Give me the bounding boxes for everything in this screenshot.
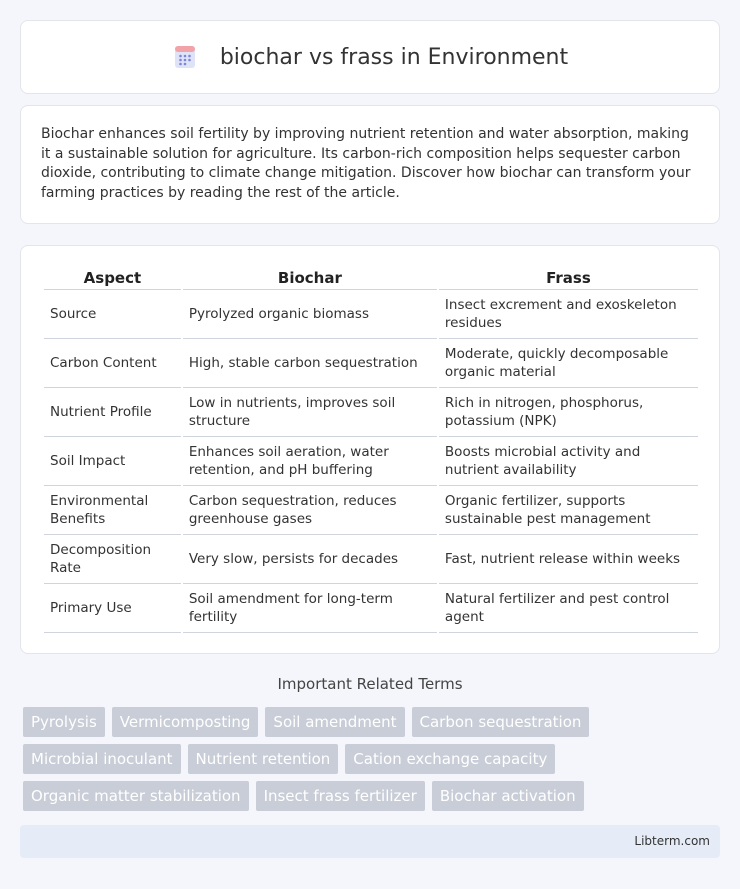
header-frass: Frass xyxy=(439,266,698,290)
table-row xyxy=(44,535,698,584)
cell-frass: Rich in nitrogen, phosphorus, potassium (NPK) xyxy=(439,388,698,437)
table-header-row xyxy=(44,266,698,290)
footer-site-link[interactable]: Libterm.com xyxy=(634,834,710,848)
cell-aspect: Source xyxy=(44,290,181,339)
cell-aspect: Primary Use xyxy=(44,584,181,633)
tag-nutrient-retention[interactable]: Nutrient retention xyxy=(188,744,339,774)
tag-microbial-inoculant[interactable]: Microbial inoculant xyxy=(23,744,181,774)
title-card xyxy=(20,20,720,94)
table-row xyxy=(44,486,698,535)
tag-biochar-activation[interactable]: Biochar activation xyxy=(432,781,584,811)
cell-frass: Organic fertilizer, supports sustainable pest management xyxy=(439,486,698,535)
cell-biochar: Soil amendment for long-term fertility xyxy=(183,584,437,633)
intro-card xyxy=(20,105,720,224)
tag-soil-amendment[interactable]: Soil amendment xyxy=(265,707,404,737)
cell-aspect: Carbon Content xyxy=(44,339,181,388)
header-aspect: Aspect xyxy=(44,266,181,290)
comparison-table xyxy=(42,266,700,633)
cell-biochar: High, stable carbon sequestration xyxy=(183,339,437,388)
document-icon xyxy=(172,44,198,70)
tag-cation-exchange-capacity[interactable]: Cation exchange capacity xyxy=(345,744,555,774)
tag-row xyxy=(23,707,723,737)
header-biochar: Biochar xyxy=(183,266,437,290)
related-terms-title: Important Related Terms xyxy=(277,675,463,693)
cell-aspect: Decomposition Rate xyxy=(44,535,181,584)
cell-biochar: Low in nutrients, improves soil structure xyxy=(183,388,437,437)
intro-text: Biochar enhances soil fertility by improving nutrient retention and water absorption, making it a sustainable solution for agriculture. Its carbon-rich composition helps sequester carbon dioxide, contributing to climate change mitigation. Discover how biochar can transform your farming practices by reading the rest of the article. xyxy=(41,126,691,201)
tag-pyrolysis[interactable]: Pyrolysis xyxy=(23,707,105,737)
cell-biochar: Enhances soil aeration, water retention, and pH buffering xyxy=(183,437,437,486)
footer xyxy=(20,825,720,858)
cell-aspect: Environmental Benefits xyxy=(44,486,181,535)
page-title: biochar vs frass in Environment xyxy=(219,44,569,70)
cell-aspect: Soil Impact xyxy=(44,437,181,486)
table-row xyxy=(44,339,698,388)
tag-insect-frass-fertilizer[interactable]: Insect frass fertilizer xyxy=(256,781,425,811)
cell-frass: Fast, nutrient release within weeks xyxy=(439,535,698,584)
tag-row xyxy=(23,781,723,811)
cell-biochar: Carbon sequestration, reduces greenhouse gases xyxy=(183,486,437,535)
cell-biochar: Pyrolyzed organic biomass xyxy=(183,290,437,339)
table-row xyxy=(44,290,698,339)
cell-aspect: Nutrient Profile xyxy=(44,388,181,437)
comparison-card xyxy=(20,245,720,654)
tag-row xyxy=(23,744,723,774)
cell-frass: Moderate, quickly decomposable organic material xyxy=(439,339,698,388)
tag-vermicomposting[interactable]: Vermicomposting xyxy=(112,707,259,737)
cell-frass: Insect excrement and exoskeleton residues xyxy=(439,290,698,339)
table-row xyxy=(44,437,698,486)
cell-frass: Boosts microbial activity and nutrient availability xyxy=(439,437,698,486)
tag-organic-matter-stabilization[interactable]: Organic matter stabilization xyxy=(23,781,249,811)
related-terms xyxy=(23,707,723,818)
table-row xyxy=(44,388,698,437)
table-row xyxy=(44,584,698,633)
cell-biochar: Very slow, persists for decades xyxy=(183,535,437,584)
tag-carbon-sequestration[interactable]: Carbon sequestration xyxy=(412,707,590,737)
cell-frass: Natural fertilizer and pest control agent xyxy=(439,584,698,633)
